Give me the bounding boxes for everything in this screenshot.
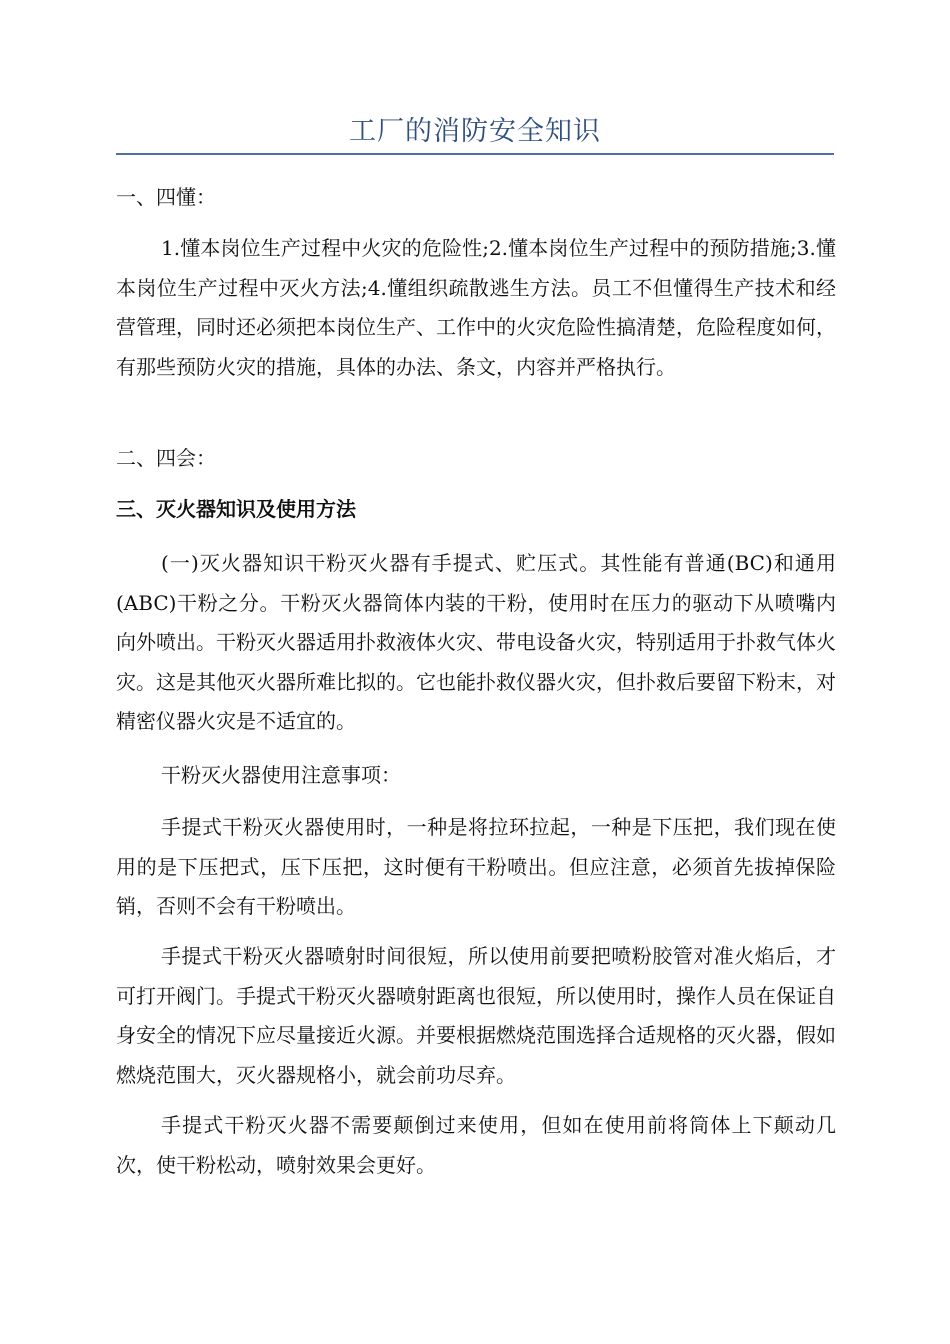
paragraph-no-inversion: 手提式干粉灭火器不需要颠倒过来使用，但如在使用前将筒体上下颠动几次，使干粉松动，喷射效果会更好。 [116,1113,836,1177]
paragraph-spray-time: 手提式干粉灭火器喷射时间很短，所以使用前要把喷粉胶管对准火焰后，才可打开阀门。手提式干粉灭火器喷射距离也很短，所以使用时，操作人员在保证自身安全的情况下应尽量接近火源。并要根据燃烧范围选择合适规格的灭火器，假如燃烧范围大，灭火器规格小，就会前功尽弃。 [116,944,836,1087]
section-heading-extinguisher-knowledge: 三、灭火器知识及使用方法 [116,497,356,521]
paragraph-extinguisher-intro: (一)灭火器知识干粉灭火器有手提式、贮压式。其性能有普通(BC)和通用(ABC)干粉之分。干粉灭火器筒体内装的干粉，使用时在压力的驱动下从喷嘴内向外喷出。干粉灭火器适用扑救液体火灾、带电设备火灾，特别适用于扑救气体火灾。这是其他灭火器所难比拟的。它也能扑救仪器火灾，但扑救后要留下粉末，对精密仪器火灾是不适宜的。 [116,551,836,733]
paragraph-usage-notes-heading: 干粉灭火器使用注意事项： [161,763,401,787]
paragraph-handheld-operation: 手提式干粉灭火器使用时，一种是将拉环拉起，一种是下压把，我们现在使用的是下压把式，压下压把，这时便有干粉喷出。但应注意，必须首先拔掉保险销，否则不会有干粉喷出。 [116,815,836,918]
section-heading-four-abilities: 二、四会： [116,446,216,470]
section-heading-four-understandings: 一、四懂： [116,185,216,209]
document-title: 工厂的消防安全知识 [349,116,601,147]
paragraph-four-understandings: 1.懂本岗位生产过程中火灾的危险性;2.懂本岗位生产过程中的预防措施;3.懂本岗位生产过程中灭火方法;4.懂组织疏散逃生方法。员工不但懂得生产技术和经营管理，同时还必须把本岗位生产、工作中的火灾危险性搞清楚，危险程度如何，有那些预防火灾的措施，具体的办法、条文，内容并严格执行。 [116,236,836,379]
title-divider [116,153,834,155]
